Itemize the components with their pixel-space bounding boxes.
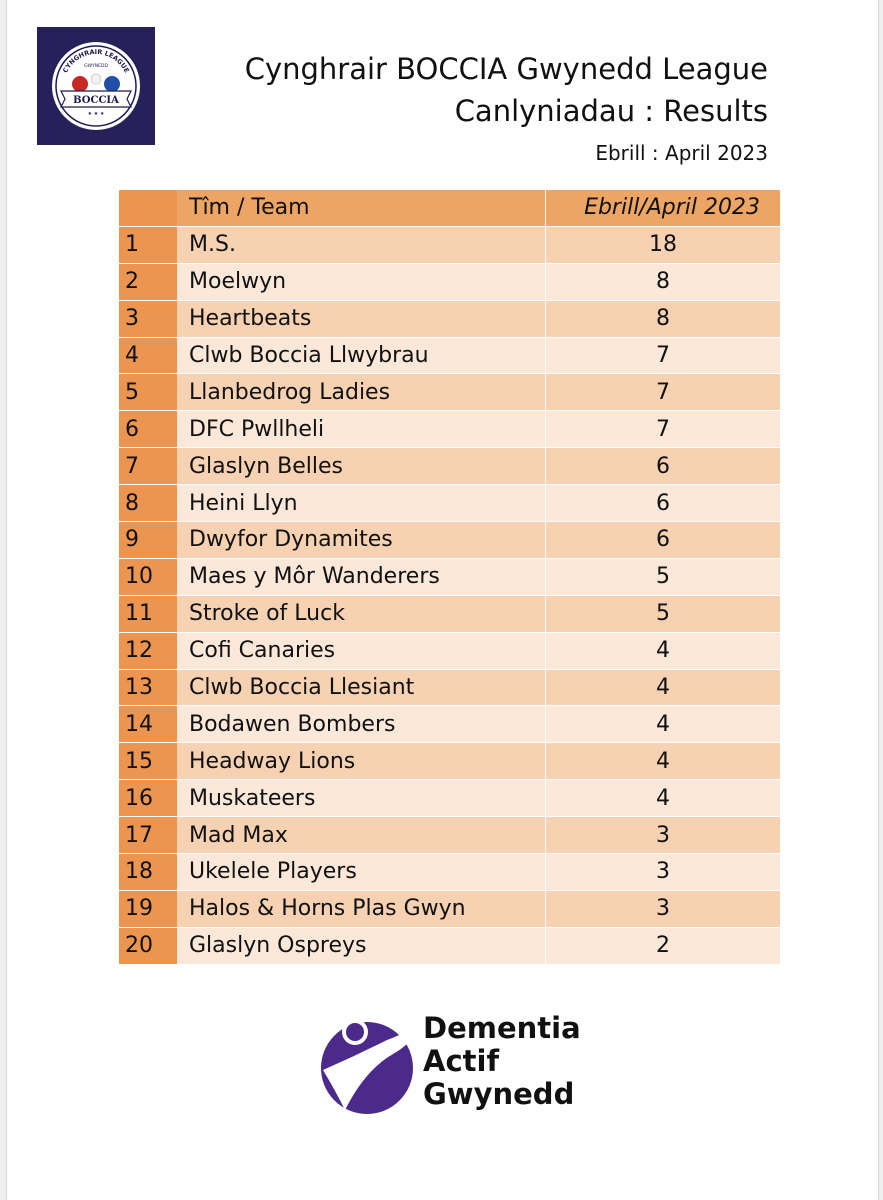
rank-cell: 1 — [119, 226, 177, 263]
rank-cell: 4 — [119, 337, 177, 374]
results-body — [119, 226, 780, 964]
results-title: Canlyniadau : Results — [454, 94, 768, 128]
rank-cell: 6 — [119, 411, 177, 448]
team-name-cell: Dwyfor Dynamites — [177, 522, 546, 559]
team-name-cell: Glaslyn Ospreys — [177, 927, 546, 964]
da-line1: Dementia — [423, 1011, 581, 1045]
da-line2: Actif — [423, 1044, 500, 1078]
table-row — [119, 522, 780, 559]
table-row — [119, 743, 780, 780]
points-cell: 4 — [546, 669, 781, 706]
team-name-cell: Maes y Môr Wanderers — [177, 558, 546, 595]
logo-sub-text: GWYNEDD — [84, 64, 108, 69]
table-row — [119, 226, 780, 263]
team-name-cell: Cofi Canaries — [177, 632, 546, 669]
rank-cell: 8 — [119, 485, 177, 522]
boccia-league-logo — [37, 27, 155, 145]
points-cell: 4 — [546, 632, 781, 669]
table-row — [119, 780, 780, 817]
rank-cell: 9 — [119, 522, 177, 559]
points-cell: 7 — [546, 374, 781, 411]
team-column-header: Tîm / Team — [177, 190, 546, 226]
table-row — [119, 300, 780, 337]
rank-cell: 18 — [119, 854, 177, 891]
points-cell: 6 — [546, 448, 781, 485]
rank-cell: 3 — [119, 300, 177, 337]
svg-text:★ ★ ★: ★ ★ ★ — [87, 111, 105, 117]
points-cell: 6 — [546, 522, 781, 559]
team-name-cell: Headway Lions — [177, 743, 546, 780]
points-cell: 3 — [546, 890, 781, 927]
table-row — [119, 374, 780, 411]
table-row — [119, 669, 780, 706]
league-title: Cynghrair BOCCIA Gwynedd League — [244, 52, 768, 86]
rank-column-header — [119, 190, 177, 226]
table-row — [119, 706, 780, 743]
team-name-cell: Heini Llyn — [177, 485, 546, 522]
dementia-actif-wordmark — [423, 1012, 581, 1111]
points-cell: 6 — [546, 485, 781, 522]
points-cell: 18 — [546, 226, 781, 263]
rank-cell: 17 — [119, 817, 177, 854]
points-cell: 5 — [546, 558, 781, 595]
table-row — [119, 632, 780, 669]
team-name-cell: Muskateers — [177, 780, 546, 817]
dementia-actif-logo — [315, 1010, 595, 1120]
da-line3: Gwynedd — [423, 1077, 575, 1111]
table-row — [119, 595, 780, 632]
team-name-cell: Bodawen Bombers — [177, 706, 546, 743]
results-sheet — [6, 0, 879, 1200]
team-name-cell: M.S. — [177, 226, 546, 263]
rank-cell: 20 — [119, 927, 177, 964]
team-name-cell: Heartbeats — [177, 300, 546, 337]
table-row — [119, 927, 780, 964]
table-header-row — [119, 190, 780, 226]
points-cell: 4 — [546, 743, 781, 780]
table-row — [119, 817, 780, 854]
rank-cell: 14 — [119, 706, 177, 743]
team-name-cell: Halos & Horns Plas Gwyn — [177, 890, 546, 927]
table-row — [119, 411, 780, 448]
points-cell: 2 — [546, 927, 781, 964]
table-row — [119, 485, 780, 522]
table-row — [119, 854, 780, 891]
points-cell: 4 — [546, 706, 781, 743]
rank-cell: 2 — [119, 263, 177, 300]
rank-cell: 10 — [119, 558, 177, 595]
dementia-actif-mark-icon — [315, 1010, 419, 1120]
logo-banner-text: BOCCIA — [73, 95, 119, 106]
team-name-cell: Clwb Boccia Llwybrau — [177, 337, 546, 374]
team-name-cell: Glaslyn Belles — [177, 448, 546, 485]
rank-cell: 7 — [119, 448, 177, 485]
results-table — [119, 190, 780, 965]
table-row — [119, 337, 780, 374]
rank-cell: 15 — [119, 743, 177, 780]
table-row — [119, 263, 780, 300]
rank-cell: 12 — [119, 632, 177, 669]
rank-cell: 11 — [119, 595, 177, 632]
points-cell: 8 — [546, 263, 781, 300]
team-name-cell: Ukelele Players — [177, 854, 546, 891]
table-row — [119, 558, 780, 595]
title-block — [245, 50, 768, 170]
table-row — [119, 890, 780, 927]
team-name-cell: Clwb Boccia Llesiant — [177, 669, 546, 706]
points-cell: 4 — [546, 780, 781, 817]
table-row — [119, 448, 780, 485]
rank-cell: 13 — [119, 669, 177, 706]
team-name-cell: Moelwyn — [177, 263, 546, 300]
results-date: Ebrill : April 2023 — [595, 141, 768, 165]
team-name-cell: Llanbedrog Ladies — [177, 374, 546, 411]
points-column-header: Ebrill/April 2023 — [546, 190, 781, 226]
points-cell: 7 — [546, 337, 781, 374]
team-name-cell: Stroke of Luck — [177, 595, 546, 632]
rank-cell: 5 — [119, 374, 177, 411]
points-cell: 5 — [546, 595, 781, 632]
points-cell: 8 — [546, 300, 781, 337]
team-name-cell: DFC Pwllheli — [177, 411, 546, 448]
team-name-cell: Mad Max — [177, 817, 546, 854]
points-cell: 3 — [546, 854, 781, 891]
rank-cell: 19 — [119, 890, 177, 927]
points-cell: 3 — [546, 817, 781, 854]
logo-top-text: CYNGHRAIR LEAGUE — [61, 47, 131, 75]
points-cell: 7 — [546, 411, 781, 448]
rank-cell: 16 — [119, 780, 177, 817]
